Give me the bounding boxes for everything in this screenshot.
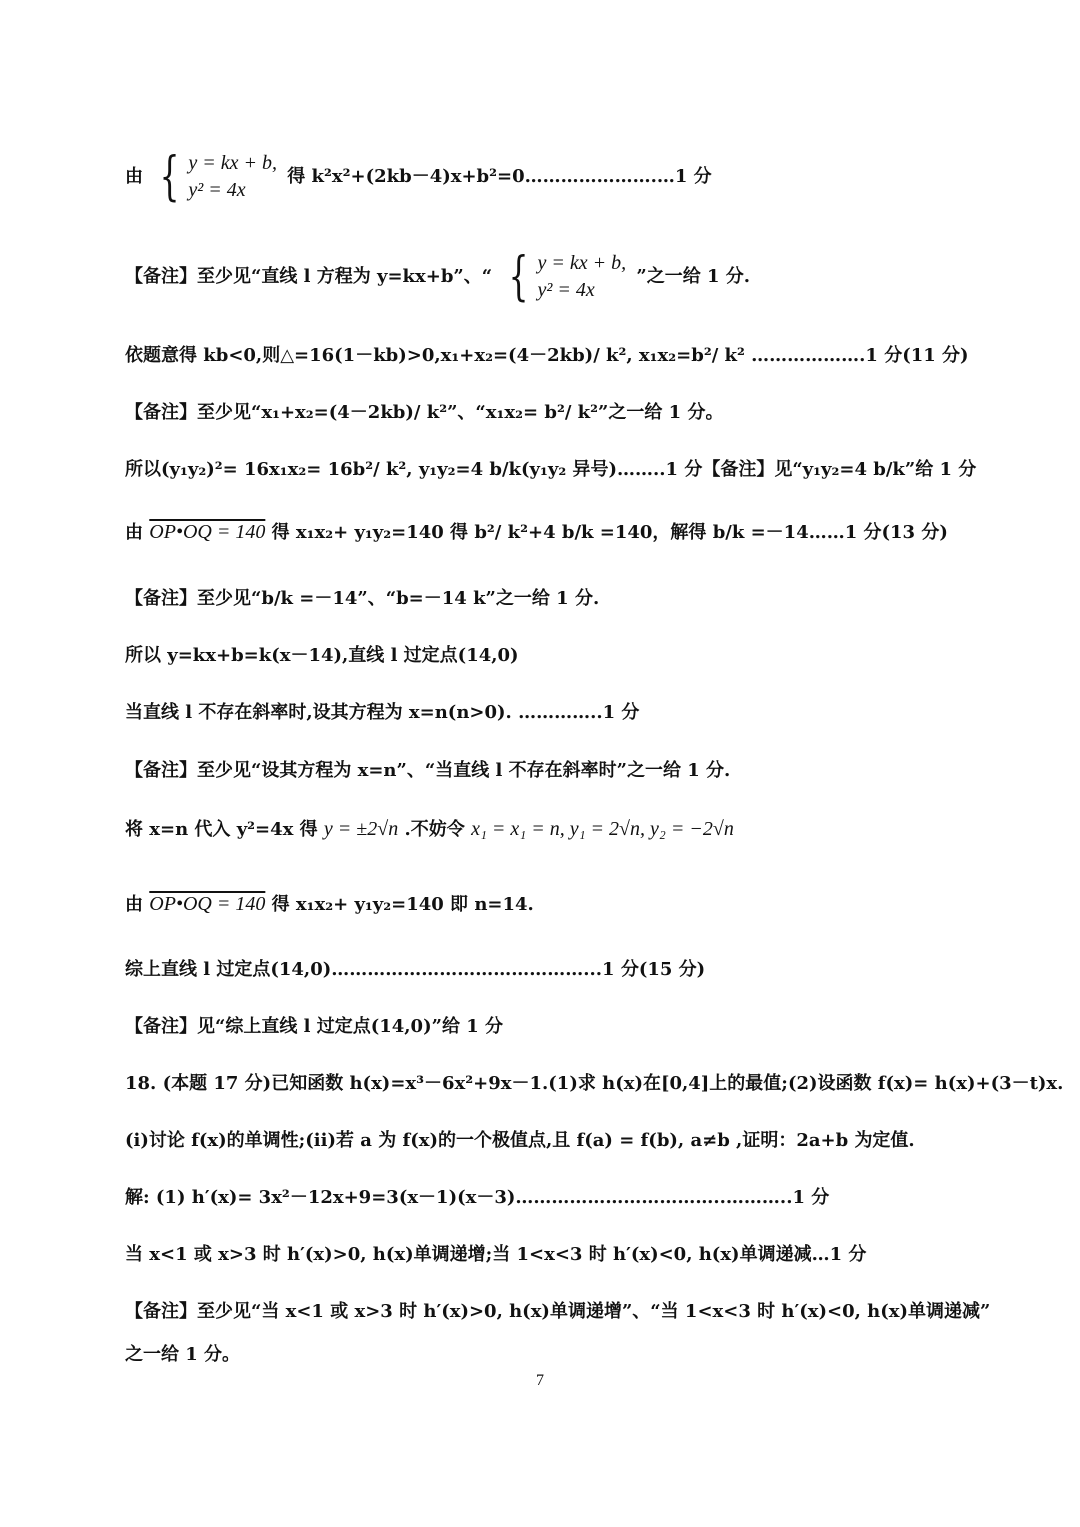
question-line: (i)讨论 f(x)的单调性;(ii)若 a 为 f(x)的一个极值点,且 f(a) = f(b), a≠b ,证明：2a+b 为定值.: [125, 1130, 915, 1151]
system-row-1: y = kx + b,: [188, 152, 277, 174]
solution-line: 解: (1) h′(x)= 3x²－12x+9=3(x－1)(x－3)……………………………..………..1 分: [125, 1187, 830, 1208]
remark-line: 【备注】至少见“设其方程为 x=n”、“当直线 l 不存在斜率时”之一给 1 分.: [125, 760, 731, 781]
line-prefix: 由: [125, 522, 143, 543]
equation-system: [153, 147, 277, 207]
question-line: 18. (本题 17 分)已知函数 h(x)=x³－6x²+9x－1.(1)求 h(x)在[0,4]上的最值;(2)设函数 f(x)= h(x)+(3－t)x.: [125, 1073, 1064, 1094]
vector-dot-product: OP•OQ = 140: [149, 521, 266, 543]
solution-line: 所以(y₁y₂)²= 16x₁x₂= 16b²/ k², y₁y₂=4 b/k(y₁y₂ 异号)……..1 分【备注】见“y₁y₂=4 b/k”给 1 分: [125, 459, 977, 480]
math-expression: y = ±2√n: [323, 818, 399, 840]
brace-symbol: {: [159, 147, 180, 207]
system-row-1: y = kx + b,: [537, 252, 627, 274]
vector-dot-product: OP•OQ = 140: [149, 893, 266, 915]
brace-symbol: {: [509, 247, 529, 307]
remark-line: [125, 247, 751, 307]
solution-line: [125, 815, 734, 841]
solution-line: 依题意得 kb<0,则△=16(1－kb)>0,x₁+x₂=(4－2kb)/ k², x₁x₂=b²/ k² ……………….1 分(11 分): [125, 345, 969, 366]
remark-suffix: ”之一给 1 分.: [636, 266, 751, 287]
solution-line: 当直线 l 不存在斜率时,设其方程为 x=n(n>0). …………..1 分: [125, 702, 640, 723]
system-row-2: y² = 4x: [188, 179, 246, 201]
solution-line: 综上直线 l 过定点(14,0)……………………………………...1 分(15 分): [125, 959, 706, 980]
equation-system-line: [125, 147, 712, 207]
solution-line: [125, 518, 948, 544]
remark-line: 【备注】见“综上直线 l 过定点(14,0)”给 1 分: [125, 1016, 504, 1037]
remark-line: 【备注】至少见“b/k =－14”、“b=－14 k”之一给 1 分.: [125, 588, 600, 609]
line-suffix: 得 k²x²+(2kb－4)x+b²=0………………….…1 分: [287, 166, 712, 187]
solution-line: [125, 890, 534, 916]
line-suffix: 得 x₁x₂+ y₁y₂=140 得 b²/ k²+4 b/k =140，解得 b/k =－14……1 分(13 分): [271, 522, 948, 543]
equation-system: [502, 247, 627, 307]
solution-line: 所以 y=kx+b=k(x－14),直线 l 过定点(14,0): [125, 645, 519, 666]
math-expression: x₁ = x₁ = n, y₁ = 2√n, y₂ = −2√n: [471, 818, 734, 840]
line-suffix: 得 x₁x₂+ y₁y₂=140 即 n=14.: [271, 894, 534, 915]
page-number: 7: [536, 1372, 544, 1389]
line-prefix: 由: [125, 166, 143, 187]
remark-line: 【备注】至少见“x₁+x₂=(4－2kb)/ k²”、“x₁x₂= b²/ k²”之一给 1 分。: [125, 402, 724, 423]
line-prefix: 由: [125, 894, 143, 915]
remark-prefix: 【备注】至少见“直线 l 方程为 y=kx+b”、“: [125, 266, 493, 287]
remark-line: 之一给 1 分。: [125, 1344, 241, 1365]
line-prefix: 将 x=n 代入 y²=4x 得: [125, 819, 324, 840]
line-mid: .不妨令: [404, 819, 472, 840]
system-row-2: y² = 4x: [537, 279, 595, 301]
remark-line: 【备注】至少见“当 x<1 或 x>3 时 h′(x)>0, h(x)单调递增”、“当 1<x<3 时 h′(x)<0, h(x)单调递减”: [125, 1301, 991, 1322]
solution-line: 当 x<1 或 x>3 时 h′(x)>0, h(x)单调递增;当 1<x<3 时 h′(x)<0, h(x)单调递减…1 分: [125, 1244, 867, 1265]
